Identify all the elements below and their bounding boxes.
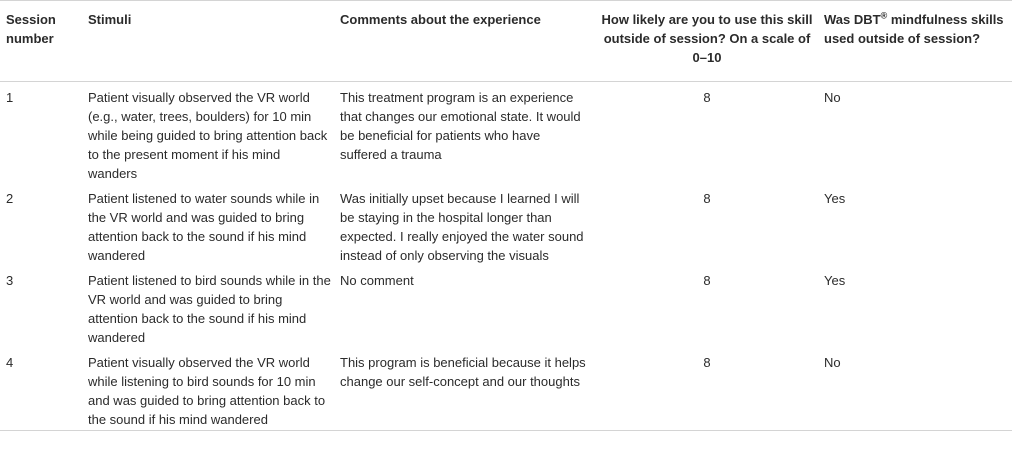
cell-stimuli: Patient listened to water sounds while in the VR world and was guided to bring attention back to the sound if his mind wandered [88,191,320,263]
table-row [0,347,1012,431]
cell-stimuli: Patient visually observed the VR world while listening to bird sounds for 10 min and was guided to bring attention back to the sound if his mind wandered [88,355,326,427]
cell-comments: No comment [340,273,414,288]
cell-likelihood: 8 [703,355,711,370]
table-row [0,183,1012,265]
header-likelihood: How likely are you to use this skill outside of session? On a scale of 0–10 [594,1,820,82]
table-body [0,82,1012,431]
cell-stimuli: Patient listened to bird sounds while in the VR world and was guided to bring attention back to the sound if his mind wandered [88,273,331,345]
table-header [0,1,1012,82]
header-dbt-suffix: mindfulness skills used outside of session? [824,12,1004,46]
header-comments: Comments about the experience [336,1,594,82]
table-row [0,265,1012,347]
cell-dbt-used: Yes [824,191,846,206]
table-row [0,82,1012,184]
cell-comments: This program is beneficial because it helps change our self-concept and our thoughts [340,355,586,389]
header-dbt-used [820,1,1012,82]
cell-stimuli: Patient visually observed the VR world (e.g., water, trees, boulders) for 10 min while being guided to bring attention back to the present moment if his mind wanders [88,90,328,181]
cell-session-number: 3 [6,273,14,288]
cell-session-number: 2 [6,191,14,206]
cell-likelihood: 8 [703,273,711,288]
header-row [0,1,1012,82]
cell-comments: Was initially upset because I learned I will be staying in the hospital longer than expected. I really enjoyed the water sound instead of only observing the visuals [340,191,584,263]
cell-dbt-used: No [824,90,841,105]
cell-dbt-used: No [824,355,841,370]
cell-session-number: 4 [6,355,14,370]
cell-likelihood: 8 [703,90,711,105]
registered-mark: ® [880,10,888,21]
cell-dbt-used: Yes [824,273,846,288]
cell-comments: This treatment program is an experience that changes our emotional state. It would be beneficial for patients who have suffered a trauma [340,90,581,162]
cell-likelihood: 8 [703,191,711,206]
cell-session-number: 1 [6,90,14,105]
header-session-number: Session number [0,1,84,82]
header-stimuli: Stimuli [84,1,336,82]
header-dbt-prefix: Was DBT [824,12,881,27]
